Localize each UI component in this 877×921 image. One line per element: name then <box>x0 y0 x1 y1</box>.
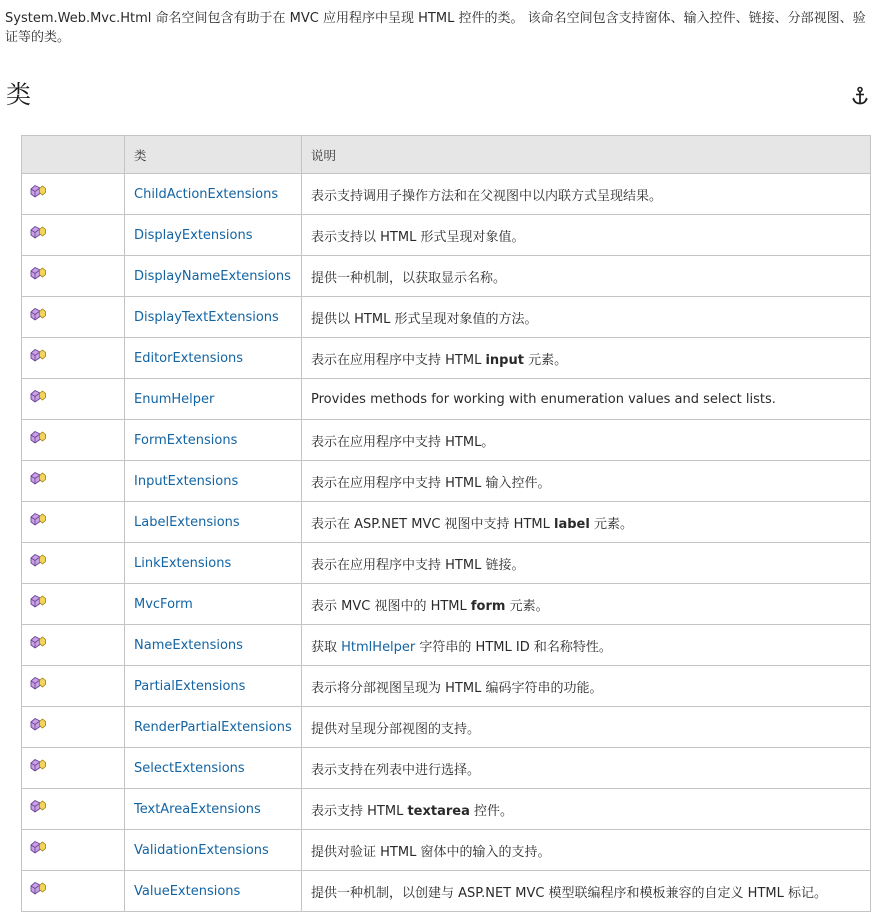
class-name-cell <box>125 215 302 256</box>
class-name-cell <box>125 543 302 584</box>
class-description-cell <box>302 338 871 379</box>
icon-cell <box>22 297 125 338</box>
class-link[interactable]: LinkExtensions <box>134 555 232 571</box>
table-row <box>22 174 871 215</box>
icon-column-header <box>22 136 125 174</box>
class-name-cell <box>125 707 302 748</box>
class-link[interactable]: EnumHelper <box>134 391 215 407</box>
table-row <box>22 871 871 912</box>
class-link[interactable]: FormExtensions <box>134 432 238 448</box>
description-text: 表示支持 HTML <box>311 803 408 819</box>
public-class-icon <box>29 758 46 772</box>
icon-cell <box>22 789 125 830</box>
description-keyword: form <box>470 598 506 614</box>
description-text: 提供一种机制，以创建与 ASP.NET MVC 模型联编程序和模板兼容的自定义 HTML 标记。 <box>311 885 827 901</box>
description-text: 元素。 <box>589 516 633 532</box>
public-class-icon <box>29 635 46 649</box>
class-link[interactable]: DisplayTextExtensions <box>134 309 279 325</box>
description-keyword: textarea <box>407 803 470 819</box>
icon-cell <box>22 707 125 748</box>
public-class-icon <box>29 676 46 690</box>
table-row <box>22 830 871 871</box>
table-row <box>22 502 871 543</box>
description-text: 表示在 ASP.NET MVC 视图中支持 HTML <box>311 516 554 532</box>
class-name-cell <box>125 502 302 543</box>
class-description-cell <box>302 256 871 297</box>
class-description-cell <box>302 215 871 256</box>
table-row <box>22 543 871 584</box>
class-column-header: 类 <box>125 136 302 174</box>
class-link[interactable]: TextAreaExtensions <box>134 801 261 817</box>
class-name-cell <box>125 871 302 912</box>
description-keyword: input <box>485 352 524 368</box>
public-class-icon <box>29 225 46 239</box>
public-class-icon <box>29 266 46 280</box>
table-row <box>22 584 871 625</box>
class-name-cell <box>125 297 302 338</box>
description-column-header: 说明 <box>302 136 871 174</box>
icon-cell <box>22 748 125 789</box>
description-text: 表示在应用程序中支持 HTML 输入控件。 <box>311 475 551 491</box>
class-description-cell <box>302 625 871 666</box>
icon-cell <box>22 461 125 502</box>
class-name-cell <box>125 830 302 871</box>
table-row <box>22 338 871 379</box>
public-class-icon <box>29 512 46 526</box>
table-row <box>22 666 871 707</box>
class-link[interactable]: InputExtensions <box>134 473 239 489</box>
class-link[interactable]: DisplayExtensions <box>134 227 253 243</box>
class-link[interactable]: PartialExtensions <box>134 678 246 694</box>
icon-cell <box>22 174 125 215</box>
class-description-cell <box>302 174 871 215</box>
description-text: 提供对呈现分部视图的支持。 <box>311 721 481 737</box>
icon-cell <box>22 625 125 666</box>
class-link[interactable]: SelectExtensions <box>134 760 245 776</box>
public-class-icon <box>29 799 46 813</box>
class-description-cell <box>302 461 871 502</box>
class-name-cell <box>125 789 302 830</box>
icon-cell <box>22 379 125 420</box>
class-link[interactable]: MvcForm <box>134 596 193 612</box>
description-text: 元素。 <box>505 598 549 614</box>
description-link[interactable]: HtmlHelper <box>341 639 416 655</box>
icon-cell <box>22 584 125 625</box>
public-class-icon <box>29 389 46 403</box>
class-description-cell <box>302 420 871 461</box>
description-text: 表示在应用程序中支持 HTML 链接。 <box>311 557 525 573</box>
public-class-icon <box>29 553 46 567</box>
class-name-cell <box>125 461 302 502</box>
description-text: 元素。 <box>523 352 568 368</box>
description-text: 表示将分部视图呈现为 HTML 编码字符串的功能。 <box>311 680 603 696</box>
icon-cell <box>22 666 125 707</box>
class-link[interactable]: DisplayNameExtensions <box>134 268 291 284</box>
description-text: 表示支持以 HTML 形式呈现对象值。 <box>311 229 525 245</box>
description-keyword: label <box>554 516 590 532</box>
description-text: 表示在应用程序中支持 HTML。 <box>311 434 495 450</box>
class-name-cell <box>125 338 302 379</box>
icon-cell <box>22 871 125 912</box>
class-description-cell <box>302 379 871 420</box>
public-class-icon <box>29 348 46 362</box>
public-class-icon <box>29 840 46 854</box>
description-text: 表示支持调用子操作方法和在父视图中以内联方式呈现结果。 <box>311 188 663 204</box>
icon-cell <box>22 543 125 584</box>
description-text: 提供一种机制，以获取显示名称。 <box>311 270 507 286</box>
class-link[interactable]: LabelExtensions <box>134 514 240 530</box>
description-text: 表示在应用程序中支持 HTML <box>311 352 486 368</box>
description-text: 表示支持在列表中进行选择。 <box>311 762 481 778</box>
description-text: 字符串的 HTML ID 和名称特性。 <box>415 639 612 655</box>
description-text: Provides methods for working with enumeration values and select lists. <box>311 391 776 407</box>
table-row <box>22 379 871 420</box>
class-description-cell <box>302 543 871 584</box>
table-row <box>22 256 871 297</box>
icon-cell <box>22 338 125 379</box>
class-name-cell <box>125 379 302 420</box>
table-row <box>22 748 871 789</box>
description-text: 提供以 HTML 形式呈现对象值的方法。 <box>311 311 538 327</box>
table-row <box>22 215 871 256</box>
section-title: 类 <box>6 80 32 109</box>
table-row <box>22 461 871 502</box>
icon-cell <box>22 830 125 871</box>
class-link[interactable]: ChildActionExtensions <box>134 186 279 202</box>
public-class-icon <box>29 471 46 485</box>
table-row <box>22 789 871 830</box>
classes-table <box>21 135 871 912</box>
class-name-cell <box>125 625 302 666</box>
icon-cell <box>22 256 125 297</box>
public-class-icon <box>29 430 46 444</box>
table-row <box>22 707 871 748</box>
description-text: 提供对验证 HTML 窗体中的输入的支持。 <box>311 844 551 860</box>
class-description-cell <box>302 748 871 789</box>
icon-cell <box>22 215 125 256</box>
description-text: 获取 <box>311 639 342 655</box>
public-class-icon <box>29 307 46 321</box>
table-row <box>22 625 871 666</box>
class-description-cell <box>302 871 871 912</box>
public-class-icon <box>29 881 46 895</box>
class-description-cell <box>302 502 871 543</box>
class-link[interactable]: NameExtensions <box>134 637 243 653</box>
public-class-icon <box>29 717 46 731</box>
class-name-cell <box>125 256 302 297</box>
class-description-cell <box>302 666 871 707</box>
class-description-cell <box>302 707 871 748</box>
classes-section-header <box>6 80 870 114</box>
class-link[interactable]: EditorExtensions <box>134 350 244 366</box>
class-description-cell <box>302 789 871 830</box>
class-description-cell <box>302 830 871 871</box>
class-description-cell <box>302 297 871 338</box>
class-name-cell <box>125 420 302 461</box>
class-name-cell <box>125 748 302 789</box>
public-class-icon <box>29 184 46 198</box>
class-link[interactable]: ValueExtensions <box>134 883 241 899</box>
icon-cell <box>22 502 125 543</box>
description-text: 控件。 <box>469 803 513 819</box>
description-text: 表示 MVC 视图中的 HTML <box>311 598 471 614</box>
table-row <box>22 420 871 461</box>
table-header-row <box>22 136 871 174</box>
anchor-icon[interactable] <box>850 86 870 106</box>
class-name-cell <box>125 666 302 707</box>
class-link[interactable]: RenderPartialExtensions <box>134 719 292 735</box>
public-class-icon <box>29 594 46 608</box>
class-name-cell <box>125 174 302 215</box>
class-name-cell <box>125 584 302 625</box>
icon-cell <box>22 420 125 461</box>
table-row <box>22 297 871 338</box>
namespace-description: System.Web.Mvc.Html 命名空间包含有助于在 MVC 应用程序中呈现 HTML 控件的类。 该命名空间包含支持窗体、输入控件、链接、分部视图、验证等的类。 <box>5 11 866 45</box>
class-description-cell <box>302 584 871 625</box>
class-link[interactable]: ValidationExtensions <box>134 842 269 858</box>
